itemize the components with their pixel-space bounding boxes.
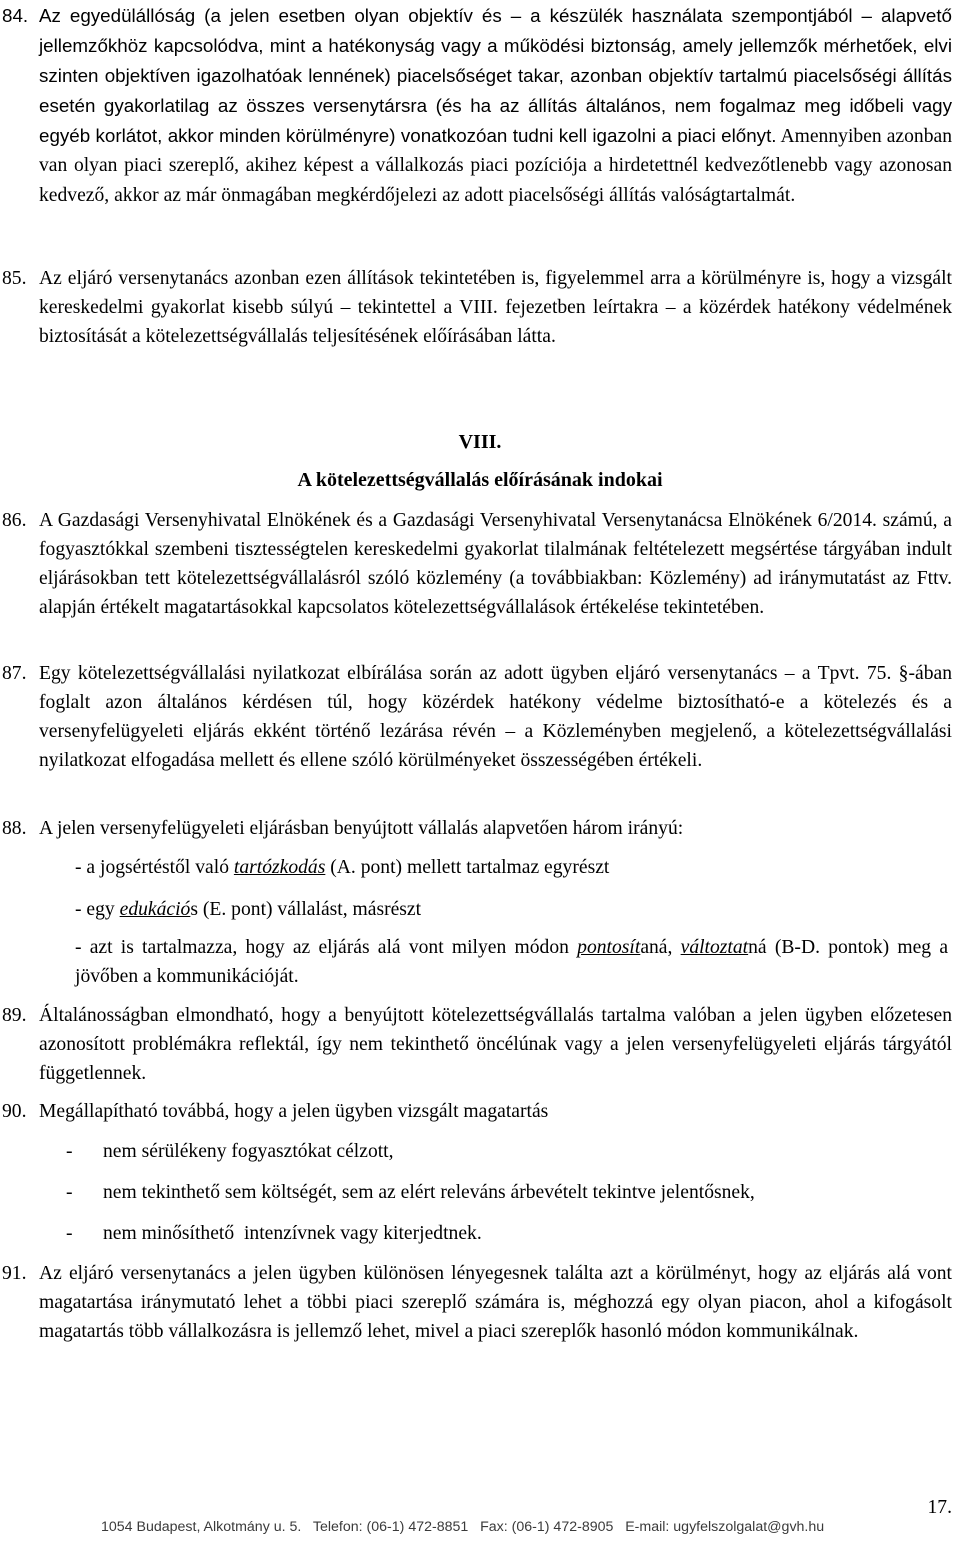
- paragraph-89: [2, 1001, 952, 1088]
- item-text: (A. pont) mellett tartalmaz egyrészt: [325, 857, 610, 878]
- paragraph-text: A jelen versenyfelügyeleti eljárásban benyújtott vállalás alapvetően három irányú:: [39, 818, 684, 839]
- paragraph-number: 91.: [2, 1263, 27, 1284]
- item-text: nem sérülékeny fogyasztókat célzott,: [103, 1141, 394, 1162]
- section-title: A kötelezettségvállalás előírásának indokai: [297, 469, 663, 491]
- paragraph-text: Amennyiben azonban van olyan piaci szereplő, akihez képest a vállalkozás piaci pozíciója a hirdetettnél kedvezőtlenebb vagy azonosan kedvező, akkor az már önmagában megkérdőjelezi az adott piacelsőségi állítás valóságtartalmát.: [39, 126, 952, 206]
- paragraph-number: 89.: [2, 1005, 27, 1026]
- page-number: 17.: [927, 1497, 952, 1518]
- paragraph-number: 84.: [2, 5, 29, 26]
- paragraph-84: [2, 1, 952, 210]
- paragraph-text: A Gazdasági Versenyhivatal Elnökének és a Gazdasági Versenyhivatal Versenytanácsa Elnökének 6/2014. számú, a fogyasztókkal szembeni tisztességtelen kereskedelmi gyakorlat tilalmának feltételezett megsértése tárgyában indult eljárásokban tett kötelezettségvállalásról szóló közlemény (a továbbiakban: Közlemény) ad iránymutatást az Fttv. alapján értékelt magatartásokkal kapcsolatos kötelezettségvállalások értékelése tekintetében.: [39, 510, 952, 619]
- item-text: - a jogsértéstől való: [75, 857, 234, 878]
- paragraph-88: [2, 814, 952, 843]
- item-text: s (E. pont) vállalást, másrészt: [190, 899, 422, 920]
- paragraph-85: [2, 264, 952, 351]
- footer-contact: 1054 Budapest, Alkotmány u. 5. Telefon: (06-1) 472-8851 Fax: (06-1) 472-8905 E-mail: ugyfelszolgalat@gvh.hu: [101, 1519, 825, 1535]
- paragraph-number: 87.: [2, 663, 27, 684]
- commitment-item-b: [75, 895, 948, 924]
- paragraph-number: 85.: [2, 268, 27, 289]
- paragraph-text: Az eljáró versenytanács a jelen ügyben különösen lényegesnek találta azt a körülményt, hogy az eljárás alá vont magatartása iránymutató lehet a többi piaci szereplő számára is, méghozzá egy olyan piacon, ahol a kifogásolt magatartás több vállalkozásra is jellemző lehet, mivel a piaci szereplők hasonló módon kommunikálnak.: [39, 1263, 952, 1343]
- paragraph-87: [2, 659, 952, 775]
- paragraph-text-sans: Az egyedülállóság (a jelen esetben olyan objektív és – a készülék használata szempontjából – alapvető jellemzőkhöz kapcsolódva, mint a hatékonyság vagy a működési biztonság, amely jellemzők mérhetőek, elvi szinten objektíven igazolhatóak lennének) piacelsőséget takar, azonban objektív tartalmú piacelsőségi állítás esetén gyakorlatilag az összes versenytársra (és ha az állítás általános, nem fogalmaz meg időbeli vagy egyéb korlátot, akkor minden körülményre) vonatkozóan tudni kell igazolni a piaci előnyt.: [39, 5, 952, 147]
- dash-marker: -: [66, 1223, 73, 1244]
- commitment-item-c: [75, 933, 948, 991]
- paragraph-number: 88.: [2, 818, 27, 839]
- paragraph-90: [2, 1097, 952, 1126]
- paragraph-number: 90.: [2, 1101, 27, 1122]
- item-text: - azt is tartalmazza, hogy az eljárás alá vont milyen módon: [75, 937, 578, 958]
- dash-marker: -: [66, 1182, 73, 1203]
- paragraph-text: Megállapítható továbbá, hogy a jelen ügyben vizsgált magatartás: [39, 1101, 549, 1122]
- item-text: ná (B-D. pontok) meg a jövőben a kommunikációját.: [75, 937, 949, 987]
- paragraph-text: Általánosságban elmondható, hogy a benyújtott kötelezettségvállalás tartalma valóban a jelen ügyben előzetesen azonosított problémákra reflektál, így nem tekinthető öncélúnak vagy a jelen versenyfelügyeleti eljárás tárgyától függetlennek.: [39, 1005, 952, 1085]
- item-term: pontosít: [577, 937, 641, 958]
- item-text: nem minősíthető intenzívnek vagy kiterjedtnek.: [103, 1223, 482, 1244]
- dash-marker: -: [66, 1141, 73, 1162]
- paragraph-86: [2, 506, 952, 622]
- commitment-item-a: [75, 853, 948, 882]
- paragraph-text: Egy kötelezettségvállalási nyilatkozat elbírálása során az adott ügyben eljáró versenytanács – a Tpvt. 75. §-ában foglalt azon általános kérdésen túl, hogy közérdek hatékony védelme biztosítható-e a kötelezés és a versenyfelügyeleti eljárás ekként történő lezárása révén – a Közleményben megjelenő, a kötelezettségvállalási nyilatkozat elfogadása mellett és ellene szóló körülményeket összességében értékeli.: [39, 663, 952, 772]
- item-term: tartózkodás: [233, 857, 326, 878]
- item-term: változtat: [680, 937, 749, 958]
- item-term: edukáció: [119, 899, 191, 920]
- paragraph-text: Az eljáró versenytanács azonban ezen állítások tekintetében is, figyelemmel arra a körülményre is, hogy a vizsgált kereskedelmi gyakorlat kisebb súlyú – tekintettel a VIII. fejezetben leírtakra – a közérdek hatékony védelmének biztosítását a kötelezettségvállalás teljesítésének előírásában látta.: [39, 268, 952, 348]
- paragraph-91: [2, 1259, 952, 1346]
- item-text: aná,: [640, 937, 681, 958]
- section-number: VIII.: [458, 431, 502, 453]
- item-text: - egy: [75, 899, 120, 920]
- item-text: nem tekinthető sem költségét, sem az elért releváns árbevételt tekintve jelentősnek,: [103, 1182, 755, 1203]
- paragraph-number: 86.: [2, 510, 27, 531]
